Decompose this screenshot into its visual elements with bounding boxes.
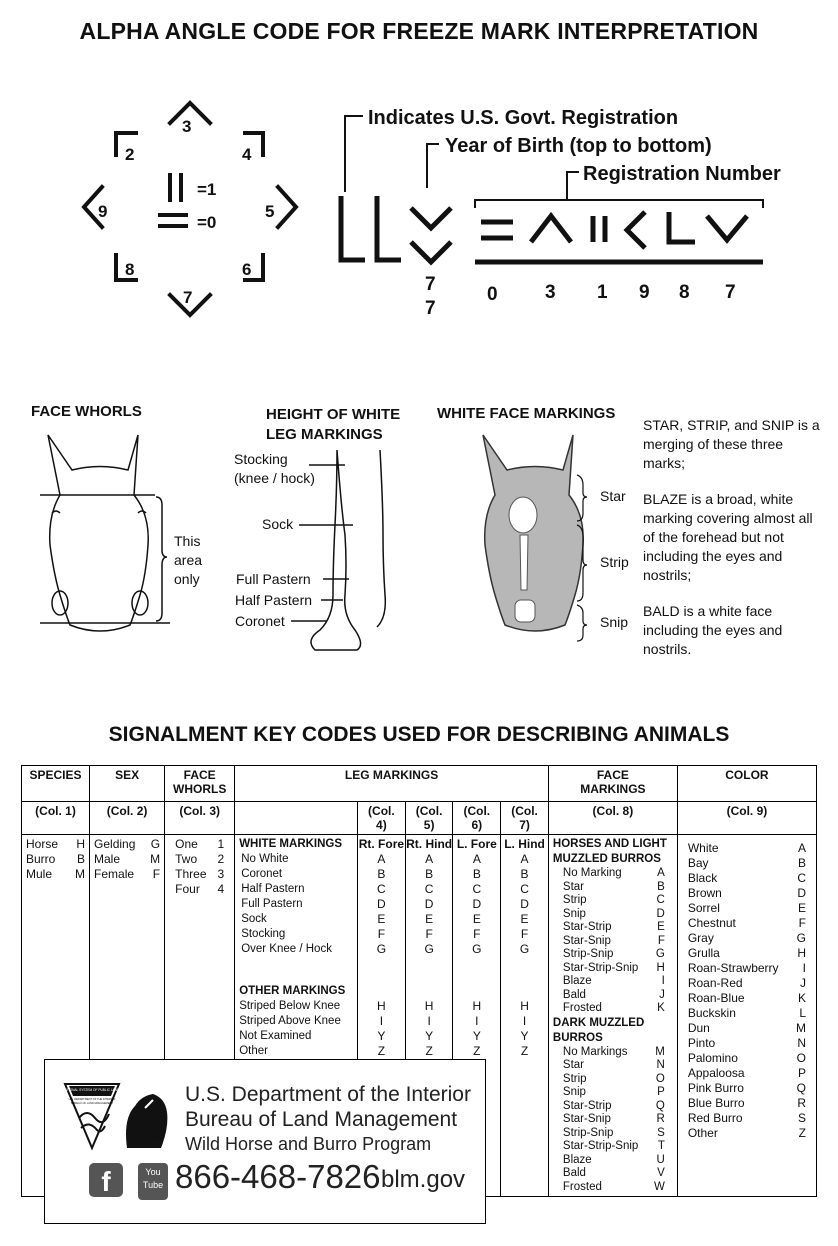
- zero-label: =0: [197, 213, 217, 232]
- col-5: (Col. 5): [405, 802, 453, 835]
- white-face-label-star: Star: [600, 488, 626, 504]
- reg-digit-4: 8: [679, 282, 690, 303]
- angle-num-6: 6: [242, 260, 252, 279]
- white-face-desc-star: STAR, STRIP, and SNIP is a merging of these three marks;: [643, 417, 820, 471]
- page-title: ALPHA ANGLE CODE FOR FREEZE MARK INTERPRETATION: [79, 18, 759, 44]
- col-7: (Col. 7): [501, 802, 549, 835]
- leg-label-half-pastern: Half Pastern: [235, 592, 313, 608]
- color-cell: White A Bay B Black C Brown D Sorrel E Chestnut F Gray G Grulla H Roan-Strawberry I Roan-Red J Roan-Blue K Buckskin L Dun M Pinto N Palomino O Appaloosa P Pink Burro Q Blue Burro R Red Burro S Other Z: [677, 835, 816, 1197]
- year-digit-2: 7: [425, 298, 436, 319]
- angle-num-8: 8: [125, 260, 135, 279]
- leg-heights-title: HEIGHT OF WHITE LEG MARKINGS: [266, 406, 401, 443]
- col-6: (Col. 6): [453, 802, 501, 835]
- year-digit-1: 7: [425, 274, 436, 295]
- leg-label-stocking: Stocking (knee / hock): [234, 451, 315, 486]
- white-face-desc-blaze: BLAZE is a broad, white marking covering almost all of the forehead but not including the eyes and nostrils;: [643, 491, 813, 583]
- freeze-mark-diagram: [335, 100, 810, 325]
- angle-num-5: 5: [265, 202, 275, 221]
- blm-badge-text: NATIONAL SYSTEM OF PUBLIC LANDS: [62, 1088, 122, 1092]
- angle-code-diagram: [70, 95, 310, 325]
- area-note: This area only: [174, 533, 203, 587]
- col-3: (Col. 3): [165, 802, 235, 835]
- horse-head-icon: [126, 1094, 167, 1148]
- blm-logo: [61, 1078, 171, 1158]
- reg-digit-3: 9: [639, 282, 650, 303]
- leg-rt-fore-cell: Rt. Fore A B C D E F G H I Y Z: [358, 835, 406, 1197]
- blm-footer: [44, 1059, 486, 1224]
- sex-cell: Gelding G Male M Female F: [90, 835, 165, 1197]
- th-sex: SEX: [90, 766, 165, 802]
- white-face-label-snip: Snip: [600, 614, 629, 630]
- angle-num-3: 3: [182, 117, 192, 136]
- white-face-label-strip: Strip: [600, 554, 629, 570]
- footer-phone: 866-468-7826: [175, 1158, 381, 1195]
- leg-rt-hind-cell: Rt. Hind A B C D E F G H I Y Z: [405, 835, 453, 1197]
- footer-site[interactable]: blm.gov: [381, 1166, 466, 1193]
- angle-5: [278, 187, 296, 227]
- angle-num-7: 7: [183, 288, 193, 307]
- col-8: (Col. 8): [548, 802, 677, 835]
- white-face-illustration: [465, 425, 595, 655]
- footer-org: U.S. Department of the Interior Bureau of Land Management Wild Horse and Burro Program: [185, 1083, 471, 1154]
- angle-num-4: 4: [242, 145, 252, 164]
- year-label: Year of Birth (top to bottom): [445, 135, 712, 157]
- col-2: (Col. 2): [90, 802, 165, 835]
- leg-names-cell: WHITE MARKINGS No White Coronet Half Pastern Full Pastern Sock Stocking Over Knee / Hock OTHER MARKINGS Striped Below Knee Striped Above Knee Not Examined Other: [235, 835, 358, 1197]
- reg-digit-5: 7: [725, 282, 736, 303]
- leg-l-fore-cell: L. Fore A B C D E F G H I Y Z: [453, 835, 501, 1197]
- th-whorls: FACE WHORLS: [165, 766, 235, 802]
- reg-digit-1: 3: [545, 282, 556, 303]
- facebook-icon[interactable]: f: [89, 1163, 123, 1197]
- tm-mark: TM: [149, 1134, 160, 1141]
- blm-badge-bureau: BUREAU OF LAND MANAGEMENT: [70, 1102, 114, 1105]
- face-markings-cell: HORSES AND LIGHT MUZZLED BURROS No Marking A Star B Strip C Snip D Star-Strip E Star-Snip F Strip-Snip G Star-Strip-Snip H Blaze I Bald J Frosted K DARK MUZZLED BURROS No Markings M Star N Strip O Snip P Star-Strip Q Star-Snip R Strip-Snip S Star-Strip-Snip T Blaze U Bald V Frosted W: [548, 835, 677, 1197]
- one-label: =1: [197, 180, 217, 199]
- leg-label-coronet: Coronet: [235, 613, 285, 629]
- blm-badge-sub: U.S. DEPARTMENT OF THE INTERIOR: [68, 1098, 116, 1101]
- col-4: (Col. 4): [358, 802, 406, 835]
- col-1: (Col. 1): [22, 802, 90, 835]
- leg-label-sock: Sock: [262, 516, 294, 532]
- col-9: (Col. 9): [677, 802, 816, 835]
- leg-l-hind-cell: L. Hind A B C D E F G H I Y Z: [501, 835, 549, 1197]
- reg-digit-2: 1: [597, 282, 608, 303]
- th-species: SPECIES: [22, 766, 90, 802]
- col-leg-blank: [235, 802, 358, 835]
- white-face-title: WHITE FACE MARKINGS: [437, 405, 616, 422]
- face-whorls-title: FACE WHORLS: [31, 403, 142, 420]
- reg-label: Registration Number: [583, 163, 781, 185]
- youtube-icon[interactable]: You Tube: [138, 1163, 168, 1200]
- angle-num-9: 9: [98, 202, 108, 221]
- whorls-cell: One 1 Two 2 Three 3 Four 4: [165, 835, 235, 1197]
- th-face: FACE MARKINGS: [548, 766, 677, 802]
- leg-label-full-pastern: Full Pastern: [236, 571, 311, 587]
- white-face-desc-bald: BALD is a white face including the eyes and nostrils.: [643, 603, 783, 657]
- reg-digit-0: 0: [487, 284, 498, 305]
- angle-num-2: 2: [125, 145, 135, 164]
- th-color: COLOR: [677, 766, 816, 802]
- signalment-title: SIGNALMENT KEY CODES USED FOR DESCRIBING ANIMALS: [108, 723, 730, 746]
- species-cell: Horse H Burro B Mule M: [22, 835, 90, 1197]
- govt-label: Indicates U.S. Govt. Registration: [368, 107, 679, 129]
- th-leg: LEG MARKINGS: [235, 766, 549, 802]
